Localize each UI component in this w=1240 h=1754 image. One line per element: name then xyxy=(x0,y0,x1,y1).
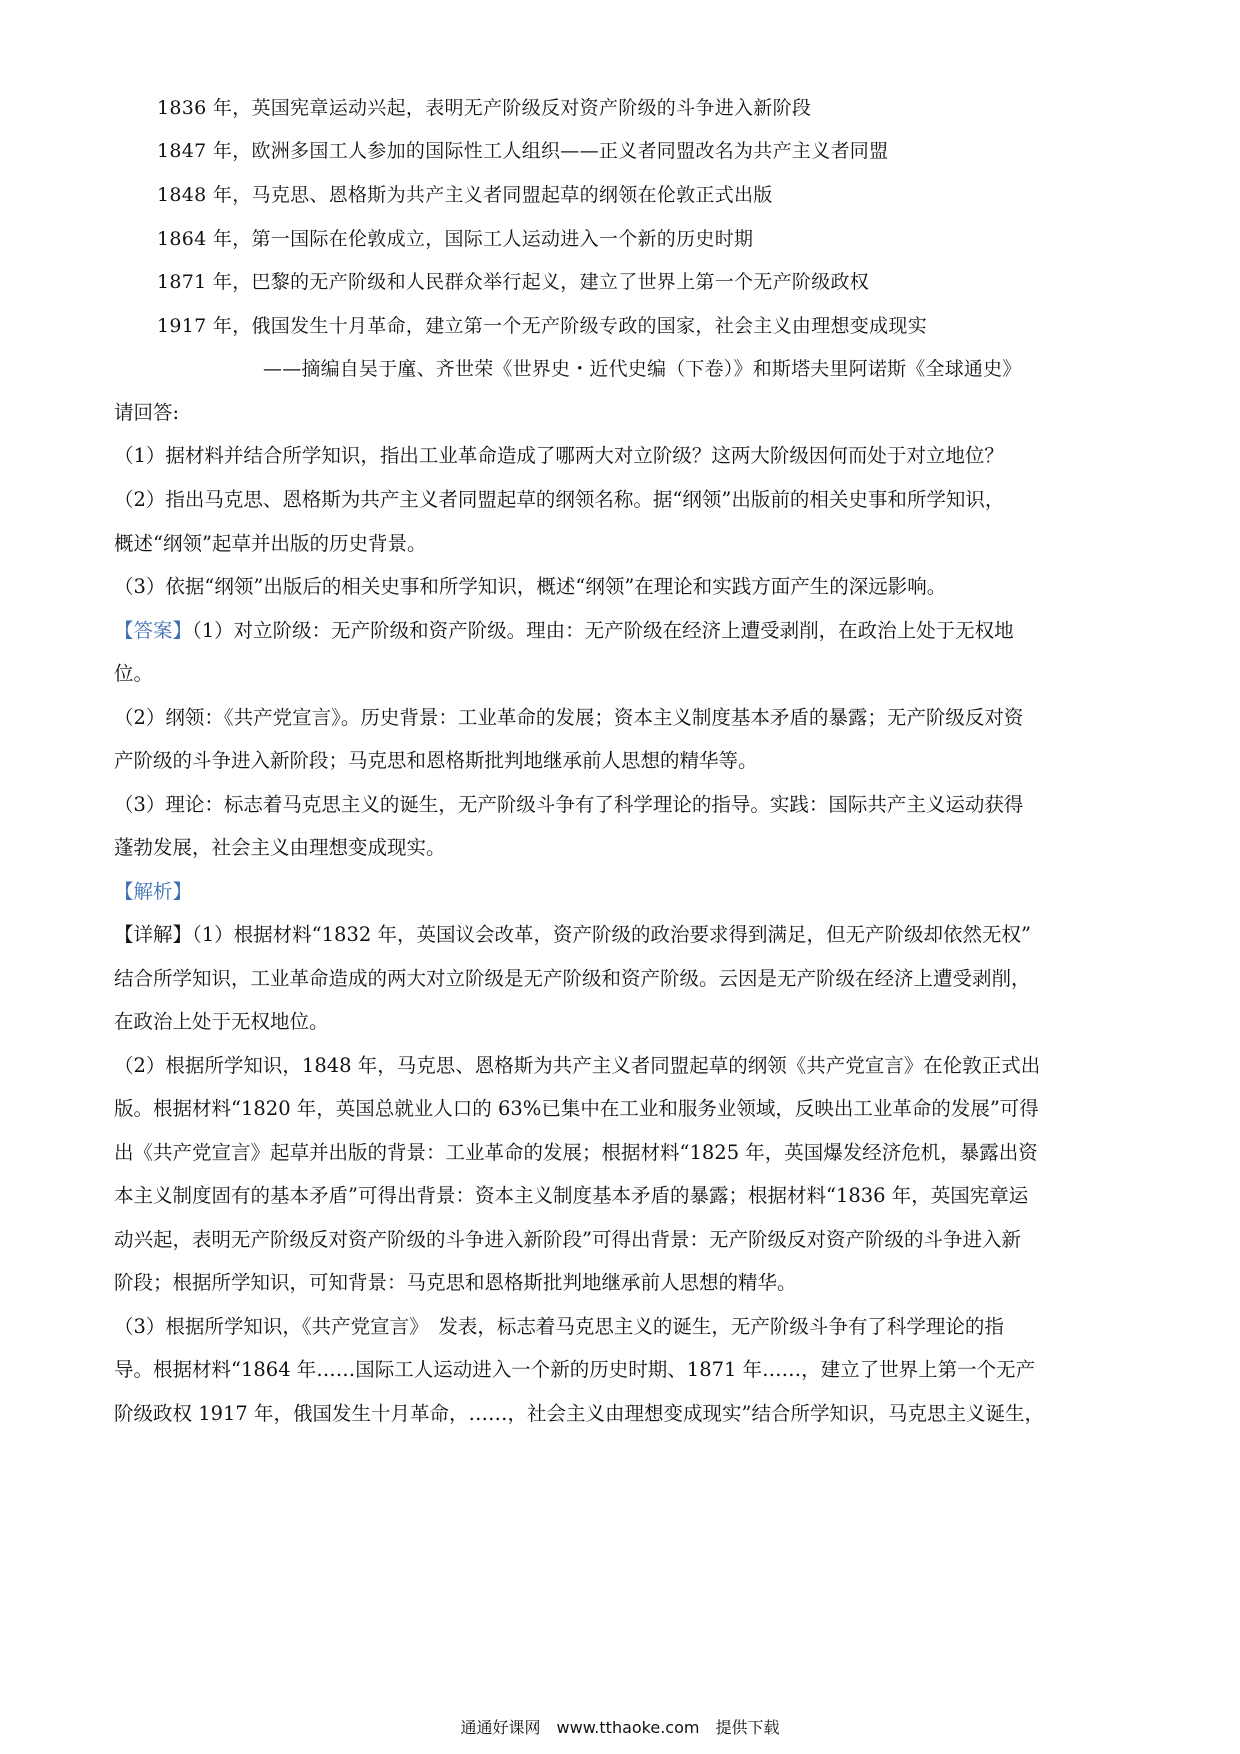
prompt-label: 请回答: xyxy=(114,401,180,424)
answer-3-line-1: （3）理论：标志着马克思主义的诞生，无产阶级斗争有了科学理论的指导。实践：国际共产主义运动获得 xyxy=(114,793,1024,816)
detail-2-line-3: 出《共产党宣言》起草并出版的背景：工业革命的发展；根据材料“1825 年，英国爆发经济危机，暴露出资 xyxy=(114,1141,1038,1164)
material-source: ——摘编自吴于廑、齐世荣《世界史・近代史编（下卷）》和斯塔夫里阿诺斯《全球通史》 xyxy=(263,358,1022,380)
answer-tag: 【答案】 xyxy=(114,619,193,642)
detail-1-line-1 xyxy=(114,922,1031,948)
material-line-1871: 1871 年，巴黎的无产阶级和人民群众举行起义，建立了世界上第一个无产阶级政权 xyxy=(157,271,870,293)
answer-3-line-2: 蓬勃发展，社会主义由理想变成现实。 xyxy=(114,836,446,859)
detail-2-line-2: 版。根据材料“1820 年，英国总就业人口的 63%已集中在工业和服务业领域，反映出工业革命的发展”可得 xyxy=(114,1097,1039,1120)
question-2-line-1: （2）指出马克思、恩格斯为共产主义者同盟起草的纲领名称。据“纲领”出版前的相关史事和所学知识， xyxy=(114,488,1005,511)
question-3: （3）依据“纲领”出版后的相关史事和所学知识，概述“纲领”在理论和实践方面产生的深远影响。 xyxy=(114,575,947,598)
answer-1-line-2: 位。 xyxy=(114,662,154,685)
analysis-tag: 【解析】 xyxy=(114,880,193,903)
detail-1-line-2: 结合所学知识，工业革命造成的两大对立阶级是无产阶级和资产阶级。云因是无产阶级在经济上遭受剥削， xyxy=(114,967,1031,990)
answer-1-text: （1）对立阶级：无产阶级和资产阶级。理由：无产阶级在经济上遭受剥削，在政治上处于无权地 xyxy=(192,619,1014,642)
material-line-1836: 1836 年，英国宪章运动兴起，表明无产阶级反对资产阶级的斗争进入新阶段 xyxy=(157,97,812,119)
detail-2-line-5: 动兴起，表明无产阶级反对资产阶级的斗争进入新阶段”可得出背景：无产阶级反对资产阶级的斗争进入新 xyxy=(114,1228,1021,1251)
detail-3-line-2: 导。根据材料“1864 年……国际工人运动进入一个新的历史时期、1871 年……，建立了世界上第一个无产 xyxy=(114,1358,1036,1381)
detail-2-line-6: 阶段；根据所学知识，可知背景：马克思和恩格斯批判地继承前人思想的精华。 xyxy=(114,1271,797,1294)
question-1: （1）据材料并结合所学知识，指出工业革命造成了哪两大对立阶级？这两大阶级因何而处于对立地位？ xyxy=(114,444,1004,467)
answer-2-line-2: 产阶级的斗争进入新阶段；马克思和恩格斯批判地继承前人思想的精华等。 xyxy=(114,749,758,772)
material-line-1847: 1847 年，欧洲多国工人参加的国际性工人组织——正义者同盟改名为共产主义者同盟 xyxy=(157,140,889,162)
answer-1-line-1 xyxy=(114,618,1014,644)
detail-2-line-4: 本主义制度固有的基本矛盾”可得出背景：资本主义制度基本矛盾的暴露；根据材料“1836 年，英国宪章运 xyxy=(114,1184,1029,1207)
detail-3-line-3: 阶级政权 1917 年，俄国发生十月革命，……，社会主义由理想变成现实”结合所学知识，马克思主义诞生， xyxy=(114,1402,1044,1425)
detail-tag: 【详解】 xyxy=(114,923,193,946)
page-footer: 通通好课网 www.tthaoke.com 提供下载 xyxy=(460,1718,780,1737)
question-2-line-2: 概述“纲领”起草并出版的历史背景。 xyxy=(114,532,427,555)
detail-3-line-1: （3）根据所学知识，《共产党宣言》 发表，标志着马克思主义的诞生，无产阶级斗争有了科学理论的指 xyxy=(114,1315,1004,1338)
detail-1-line-3: 在政治上处于无权地位。 xyxy=(114,1010,329,1033)
material-line-1848: 1848 年，马克思、恩格斯为共产主义者同盟起草的纲领在伦敦正式出版 xyxy=(157,184,773,206)
detail-1-text: （1）根据材料“1832 年，英国议会改革，资产阶级的政治要求得到满足，但无产阶级却依然无权” xyxy=(192,923,1031,946)
material-line-1917: 1917 年，俄国发生十月革命，建立第一个无产阶级专政的国家，社会主义由理想变成现实 xyxy=(157,315,927,337)
detail-2-line-1: （2）根据所学知识，1848 年，马克思、恩格斯为共产主义者同盟起草的纲领《共产党宣言》在伦敦正式出 xyxy=(114,1054,1041,1077)
answer-2-line-1: （2）纲领：《共产党宣言》。历史背景：工业革命的发展；资本主义制度基本矛盾的暴露；无产阶级反对资 xyxy=(114,706,1024,729)
material-line-1864: 1864 年，第一国际在伦敦成立，国际工人运动进入一个新的历史时期 xyxy=(157,228,754,250)
